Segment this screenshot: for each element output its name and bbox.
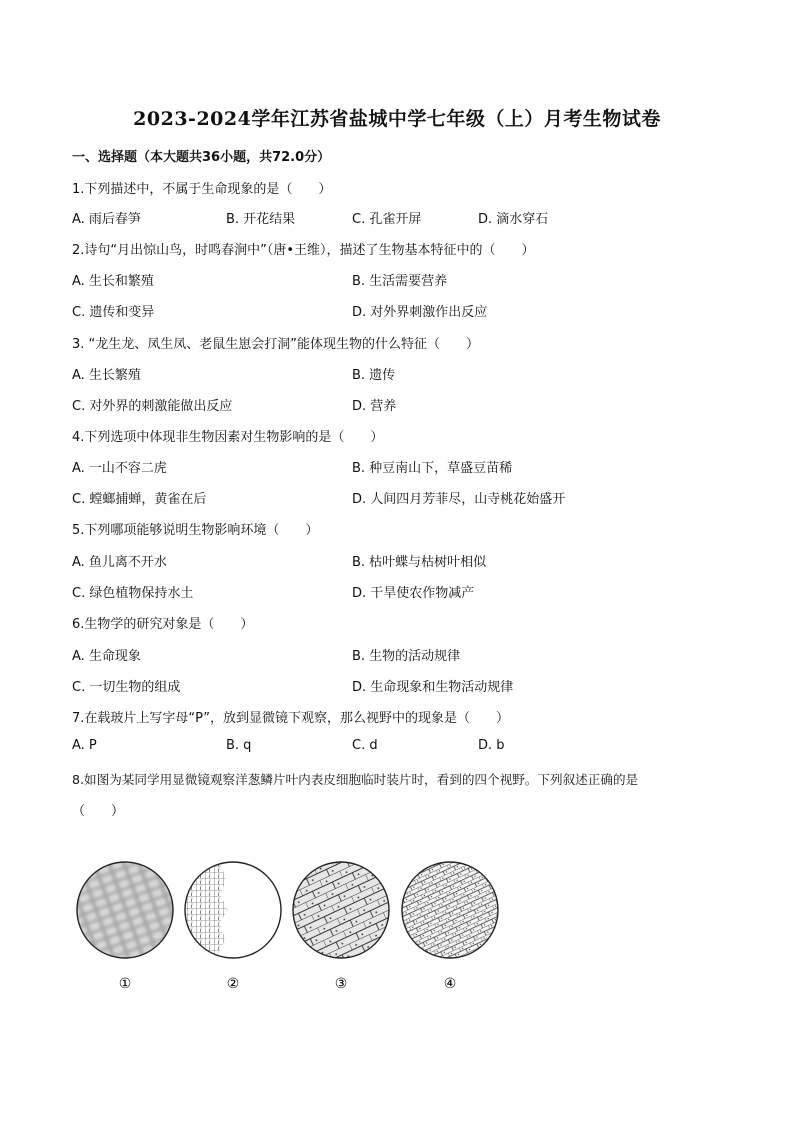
q4-option-c: C. 螳螂捕蝉，黄雀在后 [72,492,207,507]
q7-option-c: C. d [352,738,378,753]
page-title: 2023-2024学年江苏省盐城中学七年级（上）月考生物试卷 [133,108,661,130]
field-label-2: ② [226,976,240,992]
section-heading: 一、选择题（本大题共36小题，共72.0分） [72,150,331,165]
q7-option-b: B. q [226,738,252,753]
q4-option-b: B. 种豆南山下，草盛豆苗稀 [352,461,513,476]
question-2: 2.诗句“月出惊山鸟，时鸣春涧中”（唐•王维），描述了生物基本特征中的（ ） [72,243,535,258]
q5-option-d: D. 干旱使农作物减产 [352,586,475,601]
q6-option-b: B. 生物的活动规律 [352,649,461,664]
microscope-fields-figure [70,860,510,1000]
q1-option-c: C. 孔雀开屏 [352,212,422,227]
question-1: 1.下列描述中，不属于生命现象的是（ ） [72,182,332,197]
field-1-blurry [70,860,189,974]
q2-option-b: B. 生活需要营养 [352,274,448,289]
q6-option-d: D. 生命现象和生物活动规律 [352,680,514,695]
q5-option-a: A. 鱼儿离不开水 [72,555,167,570]
field-label-4: ④ [443,976,457,992]
q3-option-d: D. 营养 [352,399,397,414]
field-4-many-cells [378,860,510,983]
field-3-large-cells [276,860,409,976]
question-3: 3. “龙生龙、凤生凤、老鼠生崽会打洞”能体现生物的什么特征（ ） [72,337,480,352]
q4-option-a: A. 一山不容二虎 [72,461,167,476]
field-label-3: ③ [334,976,348,992]
q2-option-a: A. 生长和繁殖 [72,274,154,289]
q1-option-d: D. 滴水穿石 [478,212,549,227]
q7-option-a: A. P [72,738,97,753]
q1-option-b: B. 开花结果 [226,212,296,227]
q7-option-d: D. b [478,738,505,753]
field-label-1: ① [118,976,132,992]
question-5: 5.下列哪项能够说明生物影响环境（ ） [72,523,319,538]
question-8: 8.如图为某同学用显微镜观察洋葱鳞片叶内表皮细胞临时装片时，看到的四个视野。下列叙述正确的是 [72,772,639,787]
q3-option-a: A. 生长繁殖 [72,368,141,383]
question-4: 4.下列选项中体现非生物因素对生物影响的是（ ） [72,430,384,445]
q5-option-b: B. 枯叶蝶与枯树叶相似 [352,555,487,570]
q2-option-d: D. 对外界刺激作出反应 [352,305,488,320]
q3-option-c: C. 对外界的刺激能做出反应 [72,399,233,414]
q5-option-c: C. 绿色植物保持水土 [72,586,194,601]
q1-option-a: A. 雨后春笋 [72,212,141,227]
q4-option-d: D. 人间四月芳菲尽，山寺桃花始盛开 [352,492,566,507]
question-8-blank: （ ） [72,804,125,819]
question-7: 7.在载玻片上写字母“P”，放到显微镜下观察，那么视野中的现象是（ ） [72,711,509,726]
q6-option-c: C. 一切生物的组成 [72,680,181,695]
q6-option-a: A. 生命现象 [72,649,141,664]
question-6: 6.生物学的研究对象是（ ） [72,617,254,632]
field-2-offcenter [185,860,285,960]
q2-option-c: C. 遗传和变异 [72,305,155,320]
q3-option-b: B. 遗传 [352,368,396,383]
